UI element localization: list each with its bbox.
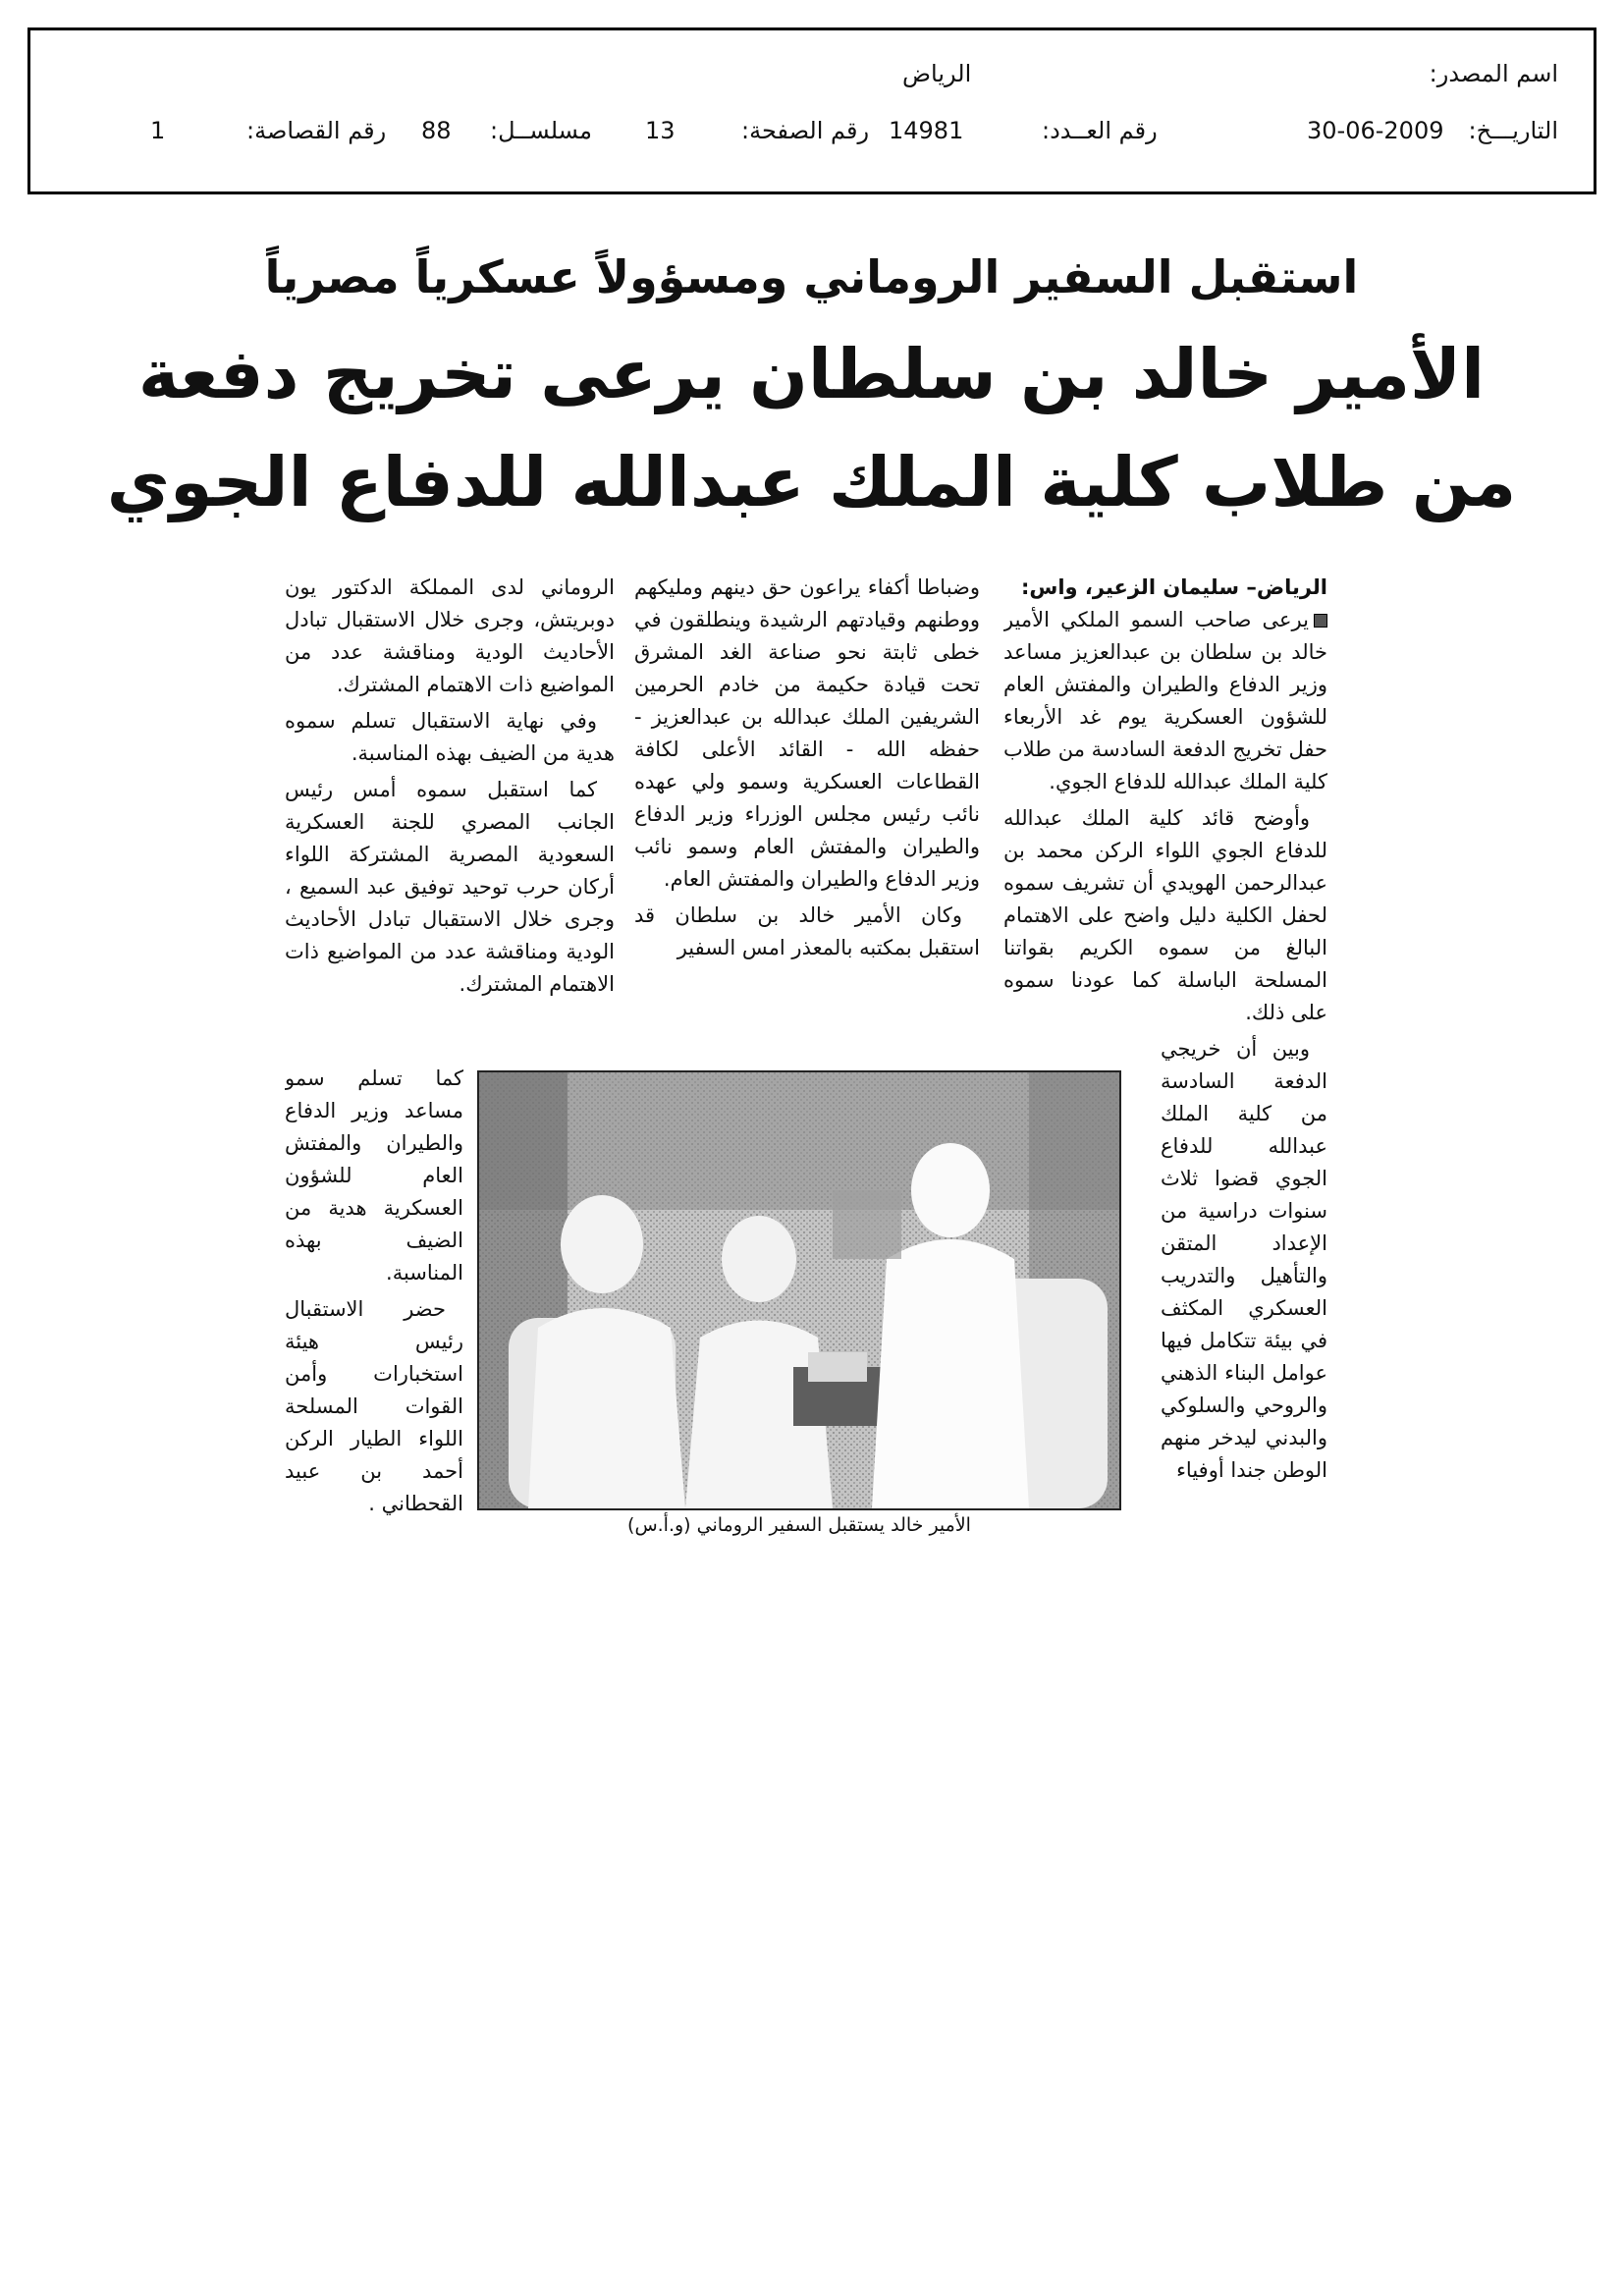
article-photo [477, 1070, 1121, 1510]
issue-value: 14981 [889, 117, 964, 144]
article-title-line-2: من طلاب كلية الملك عبدالله للدفاع الجوي [106, 442, 1517, 522]
article-column-3-lower [285, 1063, 463, 1554]
bullet-square-icon [1314, 614, 1327, 628]
paragraph: وأوضح قائد كلية الملك عبدالله للدفاع الجوي اللواء الركن محمد بن عبدالرحمن الهويدي أن تشريف سموه لحفل الكلية دليل واضح على الاهتمام البالغ من سموه الكريم بقواتنا المسلحة الباسلة كما عودنا سموه على ذلك. [1003, 806, 1327, 1024]
issue-label: رقم العــدد: [1042, 117, 1158, 144]
paragraph: يرعى صاحب السمو الملكي الأمير خالد بن سلطان بن عبدالعزيز مساعد وزير الدفاع والطيران والمفتش العام للشؤون العسكرية يوم غد الأربعاء حفل تخريج الدفعة السادسة من طلاب كلية الملك عبدالله للدفاع الجوي. [1003, 608, 1327, 793]
paragraph: وضباطا أكفاء يراعون حق دينهم ومليكهم ووطنهم وقيادتهم الرشيدة وينطلقون في خطى ثابتة نحو صناعة الغد المشرق تحت قيادة حكيمة من خادم الحرمين الشريفين الملك عبدالله بن عبدالعزيز - حفظه الله - القائد الأعلى لكافة القطاعات العسكرية وسمو ولي عهده نائب رئيس مجلس الوزراء وزير الدفاع والطيران والمفتش العام وسمو نائب وزير الدفاع والطيران والمفتش العام. [634, 575, 980, 891]
paragraph: الروماني لدى المملكة الدكتور يون دوبريتش، وجرى خلال الاستقبال تبادل الأحاديث الودية ومناقشة عدد من المواضيع ذات الاهتمام المشترك. [285, 575, 615, 696]
paragraph: وكان الأمير خالد بن سلطان قد استقبل بمكتبه بالمعذر امس السفير [634, 903, 980, 959]
article-column-3 [285, 572, 615, 1063]
clipping-metadata-box [27, 27, 1596, 194]
date-label: التاريـــخ: [1468, 117, 1558, 144]
serial-value: 88 [421, 117, 452, 144]
article-title-line-1: الأمير خالد بن سلطان يرعى تخريج دفعة [137, 334, 1486, 414]
photo-caption: الأمير خالد يستقبل السفير الروماني (و.أ.س) [627, 1514, 971, 1536]
paragraph: حضر الاستقبال رئيس هيئة استخبارات وأمن القوات المسلحة اللواء الطيار الركن أحمد بن عبيد القحطاني . [285, 1297, 463, 1515]
meeting-photo-illustration [479, 1072, 1119, 1508]
page-label: رقم الصفحة: [741, 117, 870, 144]
paragraph: كما تسلم سمو مساعد وزير الدفاع والطيران والمفتش العام للشؤون العسكرية هدية من الضيف بهذه المناسبة. [285, 1066, 463, 1285]
date-value: 30-06-2009 [1307, 117, 1444, 144]
article-column-2 [634, 572, 980, 1063]
paragraph: وفي نهاية الاستقبال تسلم سموه هدية من الضيف بهذه المناسبة. [285, 709, 615, 765]
paragraph: كما استقبل سموه أمس رئيس الجانب المصري للجنة العسكرية السعودية المصرية المشتركة اللواء أركان حرب توحيد توفيق عبد السميع ، وجرى خلال الاستقبال تبادل الأحاديث الودية ومناقشة عدد من المواضيع ذات الاهتمام المشترك. [285, 778, 615, 996]
article-byline: الرياض– سليمان الزعير، واس: [1020, 575, 1327, 599]
clip-number-value: 1 [150, 117, 166, 144]
page-value: 13 [645, 117, 676, 144]
article-subtitle: استقبل السفير الروماني ومسؤولاً عسكرياً مصرياً [264, 250, 1359, 303]
clip-number-label: رقم القصاصة: [246, 117, 387, 144]
paragraph: وبين أن خريجي الدفعة السادسة من كلية الملك عبدالله للدفاع الجوي قضوا ثلاث سنوات دراسية من الإعداد المتقن والتأهيل والتدريب العسكري المكثف في بيئة تتكامل فيها عوامل البناء الذهني والروحي والسلوكي والبدني ليدخر منهم الوطن جندا أوفياء [1161, 1037, 1327, 1482]
source-label: اسم المصدر: [1429, 60, 1558, 87]
source-value: الرياض [902, 60, 972, 87]
serial-label: مسلســل: [490, 117, 592, 144]
